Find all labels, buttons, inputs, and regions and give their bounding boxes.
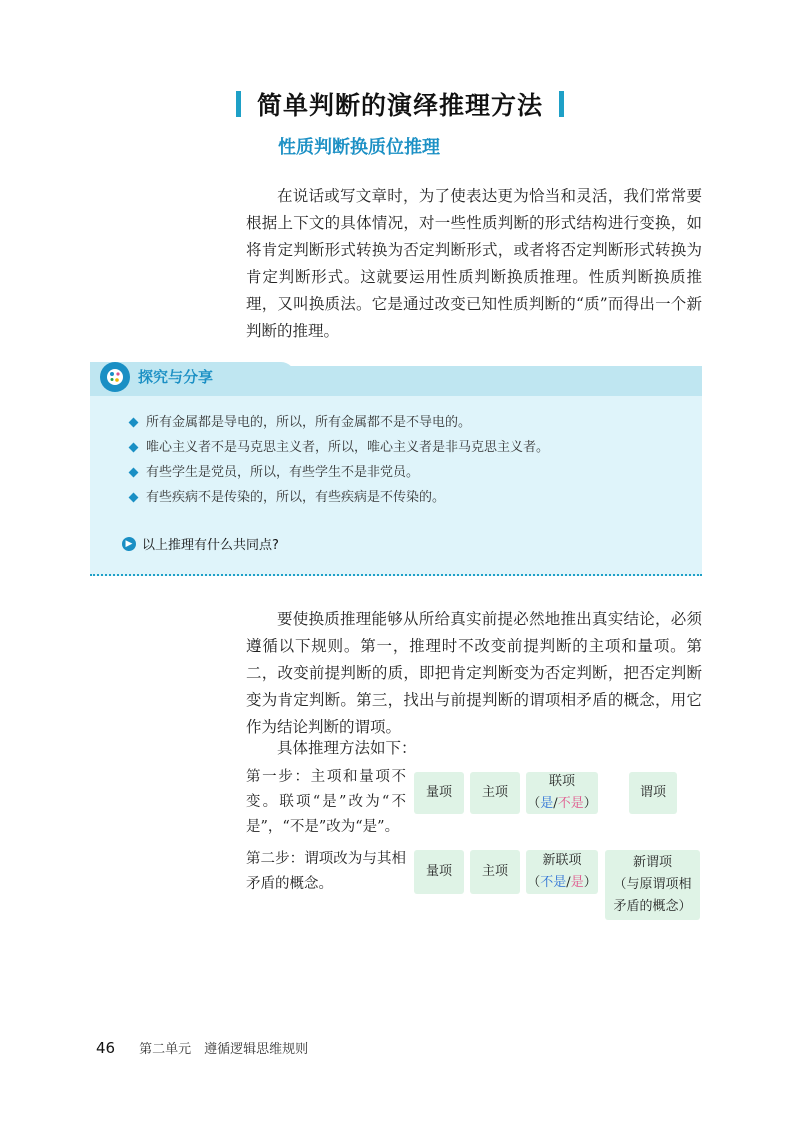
- page-number: 46: [96, 1039, 116, 1057]
- rules-paragraph: 要使换质推理能够从所给真实前提必然地推出真实结论，必须遵循以下规则。第一，推理时不改变前提判断的主项和量项。第二，改变前提判断的质，即把肯定判断变为否定判断，把否定判断变为肯定判断。第三，找出与前提判断的谓项相矛盾的概念，用它作为结论判断的谓项。: [246, 610, 702, 736]
- diamond-bullet-icon: [129, 468, 139, 478]
- predicate-box: 谓项: [629, 772, 677, 814]
- list-item-text: 有些疾病不是传染的，所以，有些疾病是不传染的。: [146, 490, 446, 505]
- subject-box: 主项: [470, 850, 520, 894]
- step-one-text: 第一步：主项和量项不变。联项“是”改为“不是”，“不是”改为“是”。: [246, 769, 406, 835]
- quantifier-box: 量项: [414, 850, 464, 894]
- section-title-wrap: [0, 86, 800, 122]
- list-item: [130, 460, 549, 485]
- list-item-text: 所有金属都是导电的，所以，所有金属都不是不导电的。: [146, 415, 472, 430]
- page-footer: [96, 1038, 308, 1057]
- diamond-bullet-icon: [129, 443, 139, 453]
- diamond-bullet-icon: [129, 418, 139, 428]
- quantifier-box: 量项: [414, 772, 464, 814]
- explore-share-box: [90, 366, 702, 576]
- diamond-bullet-icon: [129, 493, 139, 503]
- explore-question: [122, 534, 279, 553]
- explore-tab: [90, 362, 295, 396]
- predicate-label: 新谓项: [632, 855, 672, 870]
- list-item: [130, 435, 549, 460]
- list-item: [130, 410, 549, 435]
- predicate-note: （与原谓项相: [613, 877, 692, 892]
- new-predicate-box: [605, 850, 700, 920]
- predicate-note: 矛盾的概念）: [613, 899, 692, 914]
- list-item: [130, 485, 549, 510]
- play-arrow-icon: ▶: [122, 537, 136, 551]
- page-title: 简单判断的演绎推理方法: [256, 91, 543, 120]
- copula-options: （是/不是）: [527, 796, 597, 811]
- new-copula-box: [526, 850, 598, 894]
- copula-label: 联项: [548, 774, 575, 789]
- copula-options: （不是/是）: [527, 875, 597, 890]
- list-item-text: 唯心主义者不是马克思主义者，所以，唯心主义者是非马克思主义者。: [146, 440, 550, 455]
- intro-paragraph: 在说话或写文章时，为了使表达更为恰当和灵活，我们常常要根据上下文的具体情况，对一些性质判断的形式结构进行变换，如将肯定判断形式转换为否定判断形式，或者将否定判断形式转换为肯定判断形式。这就要运用性质判断换质推理。性质判断换质推理，又叫换质法。它是通过改变已知性质判断的“质”而得出一个新判断的推理。: [246, 187, 702, 340]
- explore-title: 探究与分享: [138, 368, 214, 386]
- question-text: 以上推理有什么共同点?: [142, 538, 279, 553]
- title-bar-left: [236, 91, 241, 117]
- copula-box: [526, 772, 598, 814]
- dotted-divider: [90, 574, 702, 576]
- title-bar-right: [559, 91, 564, 117]
- subsection-title: 性质判断换质位推理: [278, 137, 440, 158]
- palette-icon: [100, 362, 130, 392]
- step-two-text: 第二步：谓项改为与其相矛盾的概念。: [246, 851, 406, 892]
- method-intro: 具体推理方法如下：: [277, 739, 417, 757]
- explore-list: [130, 410, 549, 510]
- subject-box: 主项: [470, 772, 520, 814]
- list-item-text: 有些学生是党员，所以，有些学生不是非党员。: [146, 465, 420, 480]
- unit-title: 第二单元 遵循逻辑思维规则: [139, 1042, 309, 1057]
- copula-label: 新联项: [542, 853, 582, 868]
